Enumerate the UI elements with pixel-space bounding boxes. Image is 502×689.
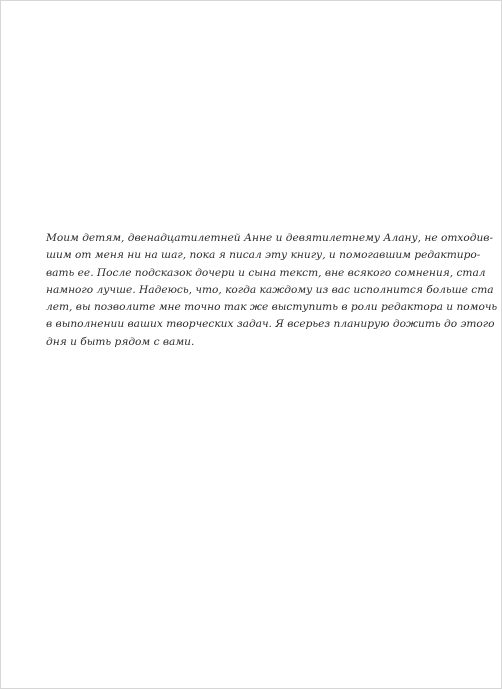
dedication-line-5: лет, вы позволите мне точно так же выступить в роли редактора и помочь (46, 301, 498, 314)
dedication-line-7: дня и быть рядом с вами. (46, 335, 195, 348)
dedication-line-6: в выполнении ваших творческих задач. Я всерьез планирую дожить до этого (46, 318, 495, 331)
dedication-line-4: намного лучше. Надеюсь, что, когда каждому из вас исполнится больше ста (46, 283, 494, 296)
dedication-line-1: Моим детям, двенадцатилетней Анне и девятилетнему Алану, не отходив- (46, 232, 494, 244)
dedication-line-3: вать ее. После подсказок дочери и сына текст, вне всякого сомнения, стал (46, 266, 486, 279)
dedication-line-2: шим от меня ни на шаг, пока я писал эту книгу, и помогавшим редактиро- (46, 249, 481, 262)
dedication-paragraph (46, 230, 498, 351)
